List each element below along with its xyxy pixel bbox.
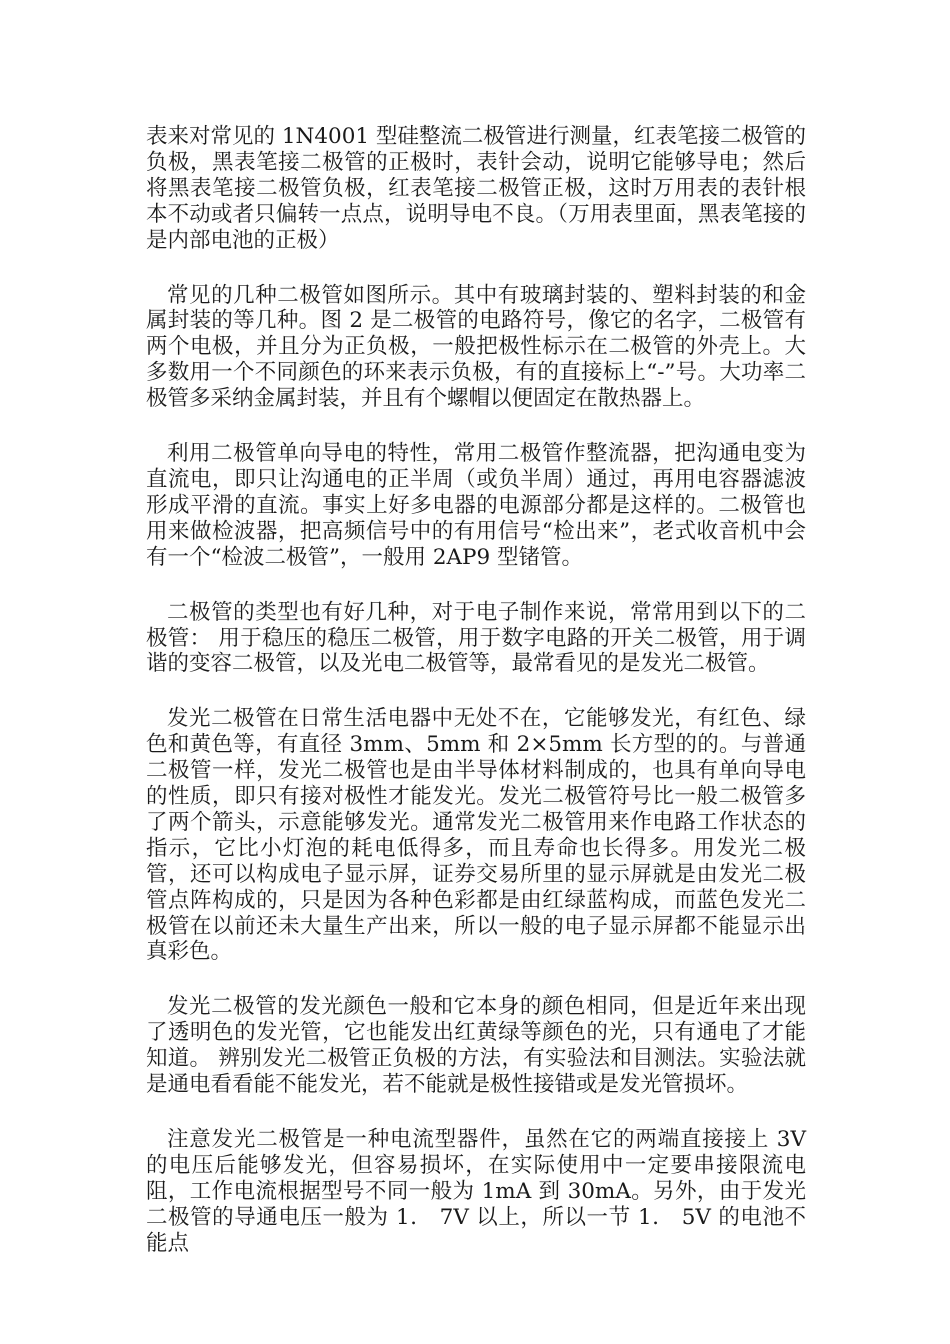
paragraph-rectifier-detector: 利用二极管单向导电的特性，常用二极管作整流器，把沟通电变为直流电，即只让沟通电的正半周（或负半周）通过，再用电容器滤波形成平滑的直流。事实上好多电器的电源部分都是这样的。二极管也用来做检波器，把高频信号中的有用信号“检出来”，老式收音机中会有一个“检波二极管”，一般用 2AP9 型锗管。	[146, 441, 806, 570]
paragraph-diode-packages: 常见的几种二极管如图所示。其中有玻璃封装的、塑料封装的和金属封装的等几种。图 2 是二极管的电路符号，像它的名字，二极管有两个电极，并且分为正负极，一般把极性标示在二极管的外壳上。大多数用一个不同颜色的环来表示负极，有的直接标上“-”号。大功率二极管多采纳金属封装，并且有个螺帽以便固定在散热器上。	[146, 282, 806, 412]
paragraph-led-overview: 发光二极管在日常生活电器中无处不在，它能够发光，有红色、绿色和黄色等，有直径 3mm、5mm 和 2×5mm 长方型的的。与普通二极管一样，发光二极管也是由半导体材料制成的，也具有单向导电的性质，即只有接对极性才能发光。发光二极管符号比一般二极管多了两个箭头，示意能够发光。通常发光二极管用来作电路工作状态的指示，它比小灯泡的耗电低得多，而且寿命也长得多。用发光二极管，还可以构成电子显示屏，证券交易所里的显示屏就是由发光二极管点阵构成的，只是因为各种色彩都是由红绿蓝构成，而蓝色发光二极管在以前还未大量生产出来，所以一般的电子显示屏都不能显示出真彩色。	[146, 706, 806, 965]
paragraph-diode-types: 二极管的类型也有好几种，对于电子制作来说，常常用到以下的二极管： 用于稳压的稳压二极管，用于数字电路的开关二极管，用于调谐的变容二极管，以及光电二极管等，最常看见的是发光二极管。	[146, 599, 806, 677]
text-column	[146, 124, 806, 1286]
paragraph-led-color-polarity: 发光二极管的发光颜色一般和它本身的颜色相同，但是近年来出现了透明色的发光管，它也能发出红黄绿等颜色的光，只有通电了才能知道。 辨别发光二极管正负极的方法，有实验法和目测法。实验法就是通电看看能不能发光，若不能就是极性接错或是发光管损坏。	[146, 994, 806, 1098]
paragraph-multimeter-test: 表来对常见的 1N4001 型硅整流二极管进行测量，红表笔接二极管的负极，黑表笔接二极管的正极时，表针会动，说明它能够导电；然后将黑表笔接二极管负极，红表笔接二极管正极，这时万用表的表针根本不动或者只偏转一点点，说明导电不良。（万用表里面，黑表笔接的是内部电池的正极）	[146, 124, 806, 253]
paragraph-led-current-limit: 注意发光二极管是一种电流型器件，虽然在它的两端直接接上 3V 的电压后能够发光，但容易损坏，在实际使用中一定要串接限流电阻，工作电流根据型号不同一般为 1mA 到 30mA。另外，由于发光二极管的导通电压一般为 1． 7V 以上，所以一节 1． 5V 的电池不能点	[146, 1127, 806, 1256]
